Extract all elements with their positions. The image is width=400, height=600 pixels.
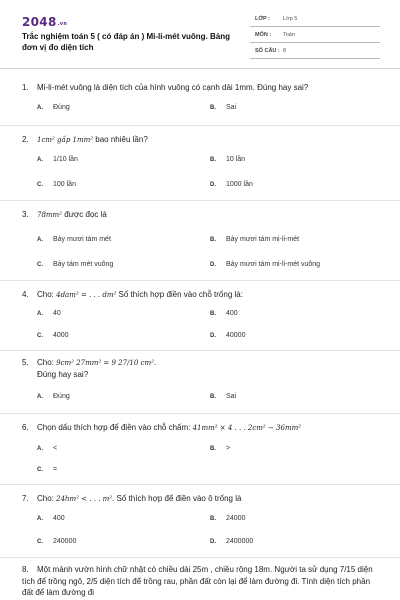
option-a[interactable] [37, 156, 78, 163]
option-letter: C. [37, 333, 43, 339]
option-text: 1/10 lần [53, 156, 78, 163]
logo-suffix: .vn [57, 21, 68, 27]
option-letter: C. [37, 539, 43, 545]
question-prefix: Cho: [37, 494, 57, 503]
option-letter: B. [210, 157, 216, 163]
option-a[interactable] [37, 515, 65, 522]
option-a[interactable] [37, 393, 70, 400]
option-b[interactable] [210, 156, 245, 163]
question-text: Chọn dấu thích hợp để điền vào chỗ chấm: [37, 423, 193, 432]
option-letter: D. [210, 182, 216, 188]
question-stem [22, 564, 382, 599]
option-d[interactable] [210, 181, 253, 188]
question-separator [0, 484, 400, 485]
meta-key: MÔN : [255, 32, 272, 38]
question-separator [0, 280, 400, 281]
question-stem [22, 134, 382, 147]
option-c[interactable] [37, 538, 76, 545]
option-b[interactable] [210, 104, 236, 111]
option-text: Bảy mươi tám mi-li-mét vuông [226, 261, 321, 268]
site-logo[interactable] [22, 15, 67, 29]
option-text: 400 [226, 310, 238, 317]
question-number: 8. [22, 565, 29, 574]
option-text: 400 [53, 515, 65, 522]
question-prefix: Cho: [37, 358, 57, 367]
question-math: 4dam² = . . . dm² [56, 291, 117, 299]
question-number: 4. [22, 290, 29, 299]
option-letter: B. [210, 516, 216, 522]
question-text: Mi-li-mét vuông là diện tích của hình vuông có cạnh dài 1mm. Đúng hay sai? [37, 83, 309, 92]
option-text: 1000 lần [226, 181, 253, 188]
meta-row-subject [250, 28, 380, 43]
question-number: 5. [22, 358, 29, 367]
option-c[interactable] [37, 261, 113, 268]
option-text: 10 lần [226, 156, 246, 163]
option-text: Bảy tám mét vuông [53, 261, 114, 268]
option-text: Sai [226, 393, 237, 400]
option-c[interactable] [37, 466, 57, 473]
meta-value: 8 [283, 48, 287, 54]
option-letter: C. [37, 467, 43, 473]
option-text: Đúng [53, 393, 70, 400]
question-math: 9cm² 27mm² = 9 27/10 cm². [56, 359, 157, 367]
question-text: Một mảnh vườn hình chữ nhật có chiều dài 25m , chiều rộng 18m. Người ta sử dụng 7/15 diện tích để trồng ngô, 2/5 diện tích để trồng rau, phần đất còn lại để làm đường đi. Tính diện tích phần đất để làm đường đi [22, 565, 373, 597]
question-math: 1cm² gấp 1mm² [37, 136, 94, 144]
option-b[interactable] [210, 310, 238, 317]
meta-row-class [250, 12, 380, 27]
option-letter: B. [210, 237, 216, 243]
option-letter: B. [210, 105, 216, 111]
question-text: được đọc là [62, 210, 107, 219]
option-c[interactable] [37, 181, 76, 188]
question-text: bao nhiêu lần? [93, 135, 148, 144]
option-b[interactable] [210, 445, 230, 452]
option-text: 4000 [53, 332, 69, 339]
option-b[interactable] [210, 515, 245, 522]
question-number: 7. [22, 494, 29, 503]
option-letter: A. [37, 311, 43, 317]
logo-text: 2048 [22, 15, 57, 29]
option-d[interactable] [210, 332, 245, 339]
question-number: 2. [22, 135, 29, 144]
option-text: 2400000 [226, 538, 254, 545]
option-d[interactable] [210, 538, 253, 545]
meta-key: SỐ CÂU : [255, 48, 280, 54]
option-letter: A. [37, 237, 43, 243]
question-text: Số thích hợp điền vào chỗ trống là: [116, 290, 243, 299]
option-letter: C. [37, 262, 43, 268]
option-text: Bảy mươi tám mi-li-mét [226, 236, 300, 243]
option-a[interactable] [37, 104, 70, 111]
question-separator [0, 557, 400, 558]
question-stem [22, 209, 382, 222]
option-letter: B. [210, 311, 216, 317]
option-text: Đúng [53, 104, 70, 111]
meta-key: LỚP : [255, 16, 270, 22]
option-text: 40 [53, 310, 61, 317]
option-text: Bảy mươi tám mét [53, 236, 111, 243]
question-stem [22, 289, 382, 302]
option-c[interactable] [37, 332, 69, 339]
option-letter: B. [210, 446, 216, 452]
option-letter: D. [210, 262, 216, 268]
option-text: = [53, 466, 58, 473]
option-text: 40000 [226, 332, 246, 339]
option-b[interactable] [210, 236, 299, 243]
option-letter: B. [210, 394, 216, 400]
option-text: 240000 [53, 538, 77, 545]
meta-row-count [250, 44, 380, 59]
question-stem [22, 493, 382, 506]
option-text: < [53, 445, 58, 452]
option-text: > [226, 445, 231, 452]
document-title: Trắc nghiệm toán 5 ( có đáp án ) Mi-li-mét vuông. Bảng đơn vị đo diện tích [22, 32, 231, 52]
meta-value: Toán [283, 32, 295, 38]
option-a[interactable] [37, 236, 111, 243]
question-math: 78mm² [37, 211, 62, 219]
option-text: 100 lần [53, 181, 76, 188]
question-math: 24hm² < . . . m² [56, 495, 113, 503]
question-separator [0, 350, 400, 351]
question-text: . Số thích hợp để điền vào ô trống là [112, 494, 242, 503]
header-divider [0, 68, 400, 69]
option-letter: C. [37, 182, 43, 188]
question-separator [0, 413, 400, 414]
question-stem [22, 357, 382, 370]
option-letter: A. [37, 394, 43, 400]
question-subtext: Đúng hay sai? [37, 370, 89, 379]
question-separator [0, 125, 400, 126]
question-number: 6. [22, 423, 29, 432]
question-number: 3. [22, 210, 29, 219]
option-letter: A. [37, 516, 43, 522]
option-letter: D. [210, 539, 216, 545]
document-header [0, 0, 400, 72]
option-b[interactable] [210, 393, 236, 400]
question-separator [0, 200, 400, 201]
question-stem [22, 82, 382, 94]
question-math: 41mm² × 4 . . . 2cm² − 36mm² [192, 424, 302, 432]
question-prefix: Cho: [37, 290, 57, 299]
option-letter: A. [37, 446, 43, 452]
option-text: 24000 [226, 515, 246, 522]
option-letter: A. [37, 105, 43, 111]
option-a[interactable] [37, 310, 61, 317]
question-number: 1. [22, 83, 29, 92]
option-d[interactable] [210, 261, 320, 268]
option-letter: D. [210, 333, 216, 339]
option-a[interactable] [37, 445, 57, 452]
option-text: Sai [226, 104, 237, 111]
meta-value: Lớp 5 [283, 16, 298, 22]
option-letter: A. [37, 157, 43, 163]
question-stem [22, 422, 382, 435]
